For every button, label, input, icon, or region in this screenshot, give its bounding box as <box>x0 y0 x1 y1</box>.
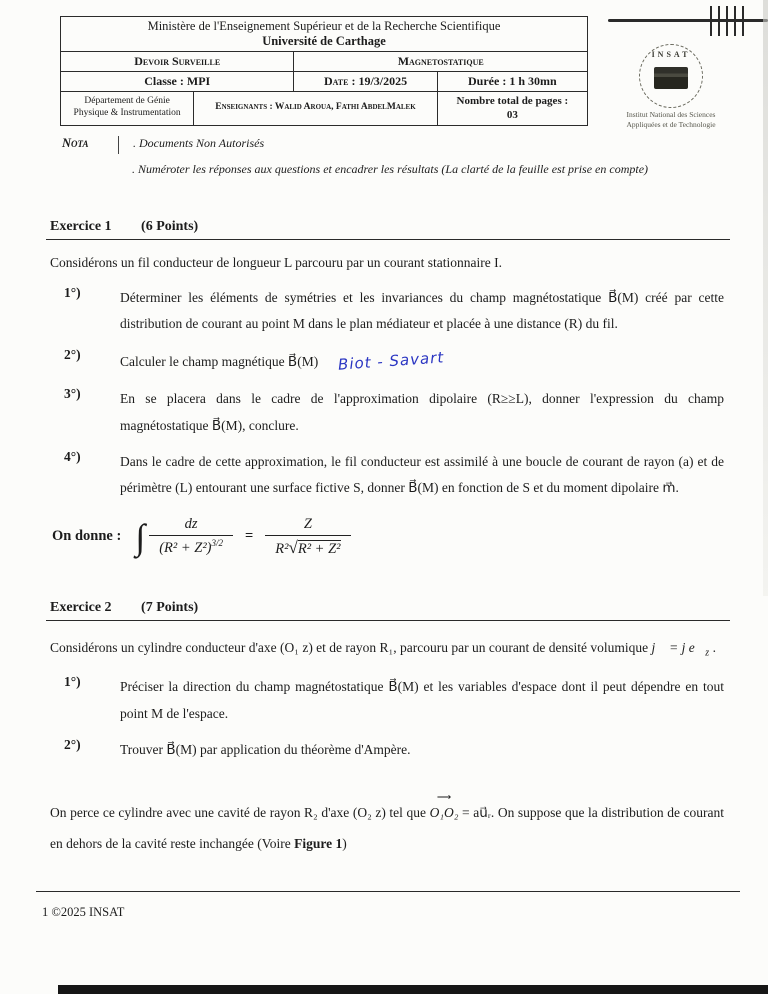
cavity-text-end: ) <box>342 836 347 852</box>
current-density-expr: j⃗ = j e⃗ <box>651 639 706 655</box>
current-density-sub: z <box>705 647 710 659</box>
equals-sign: = <box>245 528 254 545</box>
given-formula <box>52 516 768 558</box>
lhs-fraction <box>149 516 233 557</box>
institute-caption-line2: Appliquées et de Technologie <box>626 119 716 129</box>
current-density-formula <box>651 639 710 659</box>
question-text: Dans le cadre de cette approximation, le fil conducteur est assimilé à une boucle de courant de rayon (a) et de périmètre (L) entourant une surface fictive S, donner B⃗(M) en fonction de S et du moment dipolaire m⃗. <box>120 454 724 496</box>
question-text: Trouver B⃗(M) par application du théorème d'Ampère. <box>120 741 411 757</box>
question-number: 1°) <box>64 284 81 300</box>
ex2-question-1 <box>64 674 724 727</box>
rhs-denominator-prefix: R² <box>275 540 289 557</box>
footer-rule <box>36 891 740 892</box>
question-text: Préciser la direction du champ magnétostatique B⃗(M) et les variables d'espace dont il peut dépendre en tout point M de l'espace. <box>120 679 724 721</box>
ex1-question-4 <box>64 449 724 502</box>
question-number: 2°) <box>64 347 81 363</box>
vector-O1O2: O₁O₂ ⟶ <box>430 797 459 828</box>
exercise1-points: (6 Points) <box>141 218 199 234</box>
pages-line2: 03 <box>506 109 518 122</box>
duration-cell: Durée : 1 h 30mn <box>437 72 587 92</box>
question-text: Déterminer les éléments de symétries et les invariances du champ magnétostatique B⃗(M) créé par cette distribution de courant au point M dans le plan médiateur et placée à une distance (R) du fil. <box>120 289 724 331</box>
ex1-question-3 <box>64 386 724 439</box>
exercise1-intro: Considérons un fil conducteur de longueur L parcouru par un courant stationnaire I. <box>50 254 502 270</box>
exercise2-title-label: Exercice 2 <box>50 599 112 615</box>
rhs-fraction <box>265 516 350 558</box>
exercise1-rule <box>46 239 730 240</box>
lhs-denominator-exponent: 3/2 <box>211 538 224 549</box>
exercise2-points: (7 Points) <box>141 599 199 615</box>
exercise1-title <box>50 219 768 235</box>
teachers-cell: Enseignants : Walid Aroua, Fathi AbdelMalek <box>194 92 437 126</box>
question-number: 3°) <box>64 386 81 402</box>
university-title: Université de Carthage <box>262 34 386 48</box>
question-text: En se placera dans le cadre de l'approximation dipolaire (R≥≥L), donner l'expression du champ magnétostatique B⃗(M), conclure. <box>120 391 724 433</box>
institute-caption-line1: Institut National des Sciences <box>626 110 716 119</box>
header <box>0 0 768 129</box>
exercise1-title-label: Exercice 1 <box>50 218 112 234</box>
ex1-question-2 <box>64 347 724 376</box>
question-number: 1°) <box>64 674 81 690</box>
exercise2-intro-end: . <box>709 639 716 655</box>
cavity-paragraph <box>50 797 724 859</box>
header-table <box>60 16 588 126</box>
lhs-numerator: dz <box>184 516 198 533</box>
exercise2-rule <box>46 620 730 621</box>
figure1-reference: Figure 1 <box>294 836 343 852</box>
lhs-denominator <box>149 535 233 557</box>
pages-cell <box>437 92 587 126</box>
ministry-title: Ministère de l'Enseignement Supérieur et de la Recherche Scientifique <box>147 19 501 33</box>
ex1-question-1 <box>64 285 724 338</box>
question-text <box>120 347 444 376</box>
insat-emblem <box>639 44 703 108</box>
handwritten-annotation: Biot - Savart <box>337 348 445 374</box>
sketch-hatch-icon <box>710 6 750 36</box>
rhs-denominator <box>265 535 350 558</box>
question-number: 4°) <box>64 449 81 465</box>
insat-logo <box>602 6 740 130</box>
exam-type-cell: Devoir Surveille <box>61 52 294 72</box>
nota-line1: . Documents Non Autorisés <box>118 136 264 154</box>
rhs-numerator: Z <box>303 515 312 532</box>
exercise2-intro-text: Considérons un cylindre conducteur d'axe (O₁ z) et de rayon R₁, parcouru par un courant de densité volumique <box>50 639 652 655</box>
department-cell <box>61 92 194 126</box>
question-text-body: Calculer le champ magnétique B⃗(M) <box>120 354 319 370</box>
date-cell: Date : 19/3/2025 <box>294 72 437 92</box>
nota-section <box>62 136 768 177</box>
sqrt-sign: √ <box>288 537 298 557</box>
exercise2-title <box>50 600 768 616</box>
given-label: On donne : <box>52 528 122 545</box>
cavity-text-1: On perce ce cylindre avec une cavité de rayon R₂ d'axe (O₂ z) tel que <box>50 805 430 821</box>
page-footer: 1 ©2025 INSAT <box>42 905 125 919</box>
institute-caption <box>602 110 740 130</box>
scan-edge-shadow <box>763 0 768 596</box>
building-icon <box>654 67 688 89</box>
ex2-question-2 <box>64 737 724 763</box>
sqrt-argument: R² + Z² <box>297 540 341 557</box>
pages-line1: Nombre total de pages : <box>456 95 569 107</box>
cavity-text-2: = au⃗ᵣ. On suppose que la distribution de courant en dehors de la cavité reste inchangée (Voire <box>50 805 725 852</box>
lhs-denominator-base: (R² + Z²) <box>159 540 212 557</box>
ministry-cell <box>61 17 588 52</box>
logo-sketch <box>602 6 740 42</box>
scan-edge-bar <box>58 985 768 994</box>
integral-sign: ∫ <box>135 516 146 557</box>
insat-acronym: INSAT <box>651 50 691 59</box>
department-line1: Département de Génie <box>84 96 170 107</box>
nota-label: Nota <box>62 135 89 150</box>
class-cell: Classe : MPI <box>61 72 294 92</box>
subject-cell: Magnetostatique <box>294 52 588 72</box>
department-line2: Physique & Instrumentation <box>73 108 181 119</box>
exercise2-intro <box>50 633 724 665</box>
question-number: 2°) <box>64 736 81 752</box>
nota-line2: . Numéroter les réponses aux questions et encadrer les résultats (La clarté de la feuille est prise en compte) <box>132 161 649 176</box>
